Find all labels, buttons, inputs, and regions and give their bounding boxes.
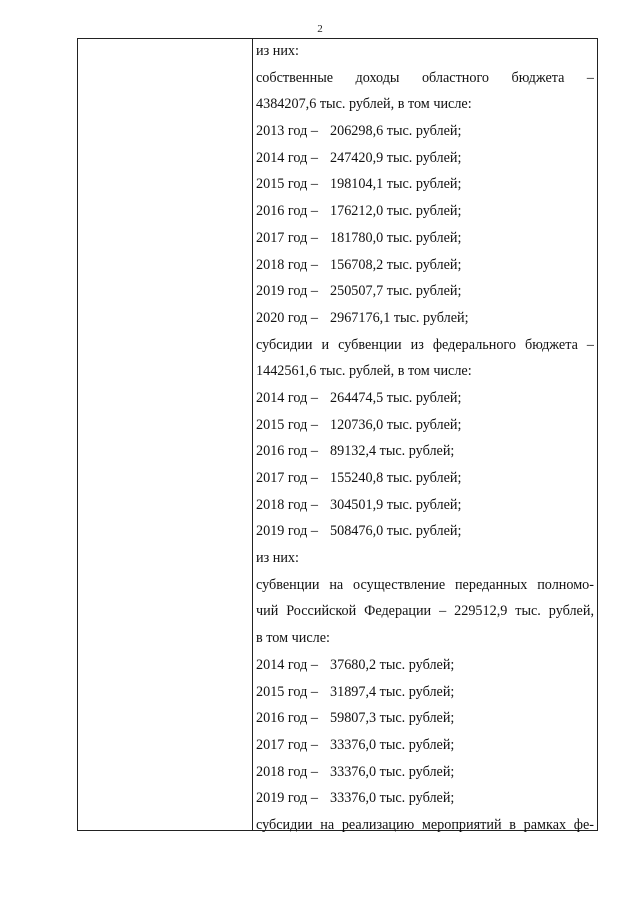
year-label: 2018 год – [256, 763, 318, 780]
year-line [256, 252, 594, 279]
year-label: 2015 год – [256, 416, 318, 433]
year-amount: 33376,0 тыс. рублей; [330, 736, 455, 753]
year-label: 2017 год – [256, 736, 318, 753]
year-line [256, 412, 594, 439]
year-amount: 2967176,1 тыс. рублей; [330, 309, 469, 326]
text-line: в том числе: [256, 630, 330, 647]
year-amount: 155240,8 тыс. рублей; [330, 470, 462, 486]
year-line [256, 759, 594, 786]
year-label: 2015 год – [256, 176, 318, 193]
year-amount: 181780,0 тыс. рублей; [330, 229, 462, 246]
text-line: чий Российской Федерации – 229512,9 тыс. рублей, [256, 603, 594, 620]
year-amount: 33376,0 тыс. рублей; [330, 763, 455, 780]
year-line [256, 679, 594, 706]
year-label: 2014 год – [256, 389, 318, 406]
year-line [256, 492, 594, 519]
year-line [256, 652, 594, 679]
year-label: 2014 год – [256, 656, 318, 673]
year-amount: 264474,5 тыс. рублей; [330, 389, 462, 406]
column-divider [252, 39, 253, 830]
year-label: 2014 год – [256, 149, 318, 166]
year-label: 2020 год – [256, 309, 318, 326]
text-line: собственные доходы областного бюджета – [256, 69, 594, 86]
year-label: 2016 год – [256, 203, 318, 220]
year-label: 2018 год – [256, 496, 318, 513]
year-line [256, 705, 594, 732]
text-line: субвенции на осуществление переданных полномо- [256, 576, 594, 593]
year-label: 2015 год – [256, 683, 318, 700]
year-label: 2016 год – [256, 710, 318, 727]
year-amount: 89132,4 тыс. рублей; [330, 443, 455, 460]
year-line [256, 225, 594, 252]
year-amount: 31897,4 тыс. рублей; [330, 683, 455, 700]
text-line: 4384207,6 тыс. рублей, в том числе: [256, 96, 472, 113]
year-amount: 33376,0 тыс. рублей; [330, 790, 455, 807]
page-number: 2 [317, 23, 323, 35]
text-line: из них: [256, 550, 299, 567]
year-label: 2019 год – [256, 283, 318, 300]
year-amount: 156708,2 тыс. рублей; [330, 256, 462, 273]
year-label: 2017 год – [256, 229, 318, 246]
year-amount: 59807,3 тыс. рублей; [330, 710, 455, 727]
year-line [256, 171, 594, 198]
year-label: 2017 год – [256, 470, 318, 486]
year-label: 2016 год – [256, 443, 318, 460]
text-line: из них: [256, 43, 299, 59]
year-line [256, 465, 594, 492]
year-line [256, 732, 594, 759]
year-amount: 247420,9 тыс. рублей; [330, 149, 462, 166]
text-line: субсидии и субвенции из федерального бюджета – [256, 336, 594, 353]
year-amount: 120736,0 тыс. рублей; [330, 416, 462, 433]
year-line [256, 278, 594, 305]
year-amount: 198104,1 тыс. рублей; [330, 176, 462, 193]
year-label: 2018 год – [256, 256, 318, 273]
year-amount: 250507,7 тыс. рублей; [330, 283, 462, 300]
year-line [256, 305, 594, 332]
document-table [77, 38, 598, 831]
year-amount: 176212,0 тыс. рублей; [330, 203, 462, 220]
year-amount: 206298,6 тыс. рублей; [330, 123, 462, 140]
year-line [256, 118, 594, 145]
year-label: 2019 год – [256, 790, 318, 807]
year-label: 2013 год – [256, 123, 318, 140]
text-line: 1442561,6 тыс. рублей, в том числе: [256, 363, 472, 380]
year-line [256, 785, 594, 812]
year-line [256, 145, 594, 172]
text-line: субсидии на реализацию мероприятий в рамках фе- [256, 816, 594, 833]
year-line [256, 385, 594, 412]
year-amount: 37680,2 тыс. рублей; [330, 656, 455, 673]
year-line [256, 518, 594, 545]
year-line [256, 198, 594, 225]
year-amount: 508476,0 тыс. рублей; [330, 523, 462, 540]
text-column [256, 39, 594, 839]
year-label: 2019 год – [256, 523, 318, 540]
year-amount: 304501,9 тыс. рублей; [330, 496, 462, 513]
year-line [256, 438, 594, 465]
